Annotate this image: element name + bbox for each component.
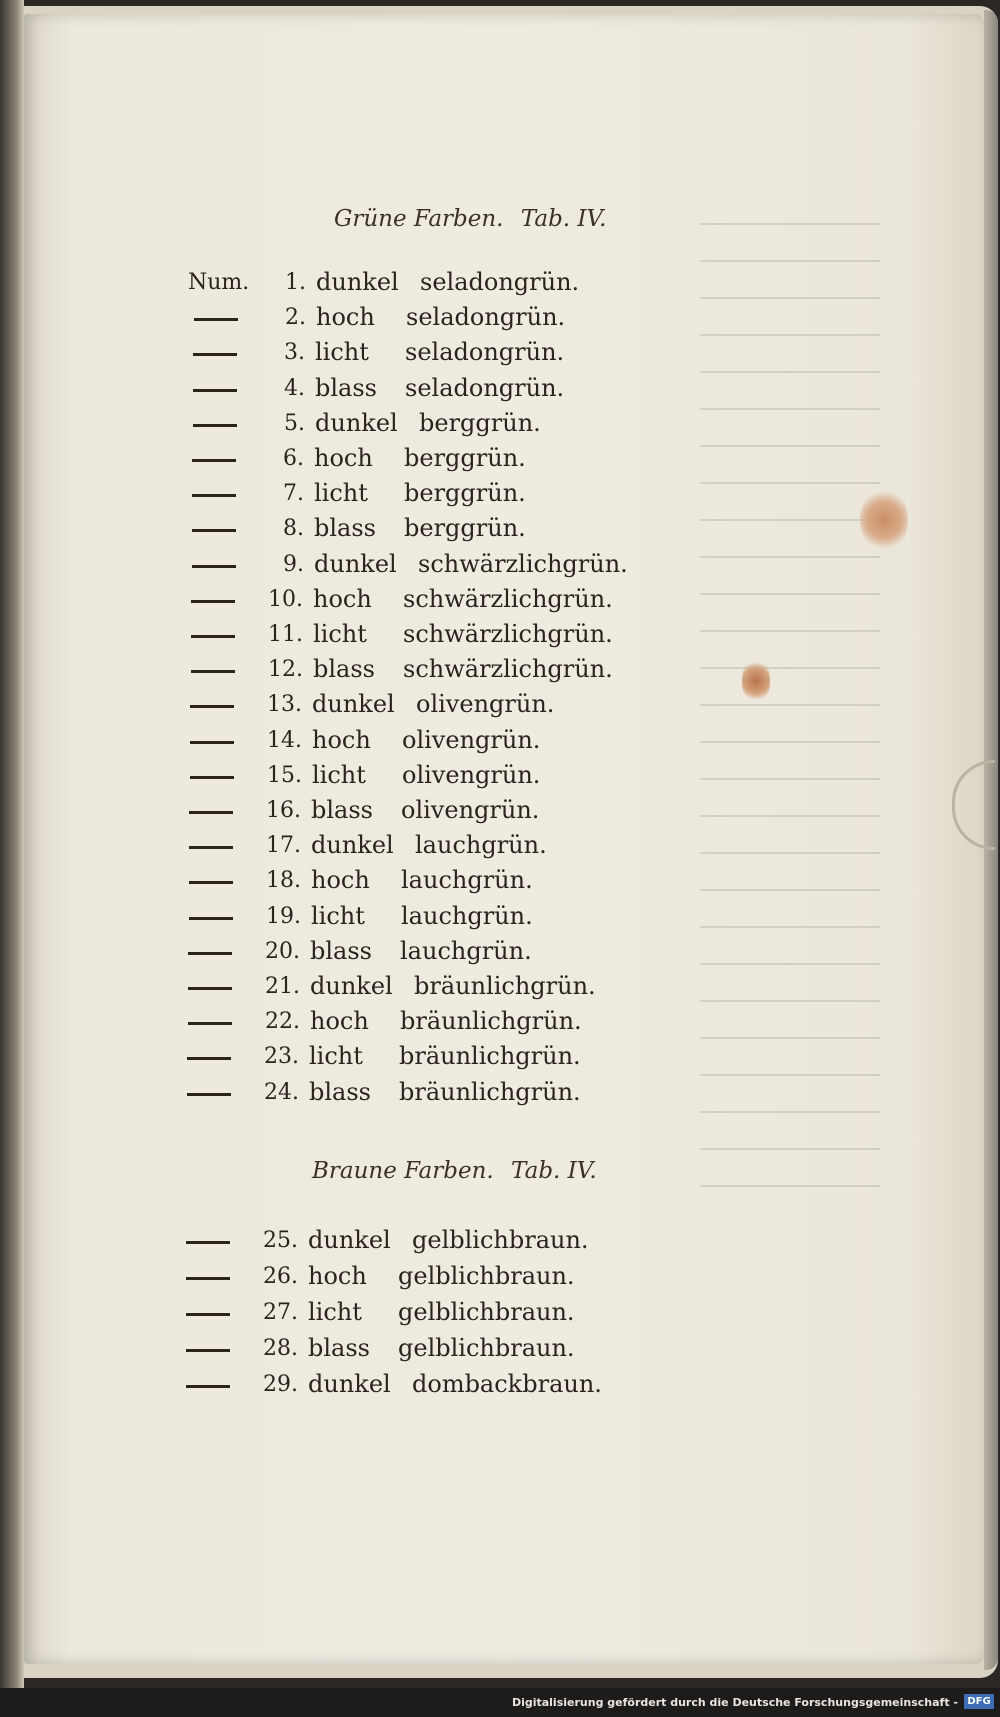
color-name: berggrün. (419, 408, 541, 437)
shade-term: dunkel (312, 690, 395, 719)
shade-term: blass (314, 514, 376, 543)
num-prefix: Num. (188, 270, 250, 295)
color-name: seladongrün. (420, 268, 580, 296)
shade-term: licht (315, 338, 369, 367)
color-name: schwärzlichgrün. (418, 549, 628, 578)
color-name: bräunlichgrün. (414, 972, 596, 1000)
shade-term: dunkel (310, 972, 393, 1000)
shade-term: licht (313, 620, 367, 648)
ditto-dash (186, 1277, 230, 1280)
entry-number: 8. (283, 516, 304, 542)
ditto-dash (192, 529, 236, 532)
entry-number: 25. (263, 1228, 298, 1253)
ditto-dash (192, 494, 236, 497)
ditto-dash (186, 1313, 230, 1316)
color-name: schwärzlichgrün. (403, 620, 613, 648)
heading-title: Braune Farben. (312, 1158, 494, 1184)
entry-number: 17. (266, 833, 301, 859)
ditto-dash (187, 1057, 231, 1060)
color-name: bräunlichgrün. (399, 1077, 581, 1106)
entry-number: 13. (267, 692, 302, 718)
entry-number: 18. (266, 868, 301, 894)
color-name: seladongrün. (406, 303, 566, 332)
shade-term: licht (311, 901, 365, 930)
shade-term: hoch (308, 1262, 367, 1290)
ditto-dash (188, 987, 232, 990)
book-spine (0, 0, 24, 1717)
entry-number: 14. (267, 727, 302, 753)
funding-notice: Digitalisierung gefördert durch die Deutsche Forschungsgemeinschaft - (511, 1696, 958, 1709)
color-name: gelblichbraun. (398, 1262, 575, 1290)
ditto-dash (186, 1241, 230, 1244)
shade-term: dunkel (308, 1370, 391, 1398)
ditto-dash (190, 776, 234, 779)
shade-term: dunkel (314, 549, 397, 578)
ditto-dash (193, 353, 237, 356)
entry-number: 29. (263, 1372, 298, 1397)
ditto-dash (186, 1385, 230, 1388)
section-heading-brown (312, 1158, 607, 1184)
ditto-dash (193, 389, 237, 392)
color-name: gelblichbraun. (398, 1334, 575, 1362)
bleed-through (700, 190, 920, 1150)
ditto-dash (191, 670, 235, 673)
entry-number: 6. (283, 446, 304, 471)
color-name: lauchgrün. (400, 936, 532, 965)
entry-number: 16. (266, 798, 301, 823)
shade-term: hoch (316, 303, 375, 332)
shade-term: licht (308, 1298, 362, 1326)
ditto-dash (189, 917, 233, 920)
ditto-dash (194, 318, 238, 321)
ditto-dash (186, 1349, 230, 1352)
shade-term: dunkel (311, 831, 394, 860)
entry-number: 24. (264, 1079, 299, 1105)
ditto-dash (191, 600, 235, 603)
color-name: lauchgrün. (415, 831, 547, 860)
ditto-dash (192, 459, 236, 462)
dfg-logo: DFG (964, 1694, 994, 1709)
entry-number: 27. (263, 1300, 298, 1325)
shade-term: hoch (313, 584, 372, 613)
color-name: lauchgrün. (401, 901, 533, 930)
entry-number: 23. (264, 1044, 299, 1070)
entry-number: 2. (285, 305, 306, 331)
entry-number: 28. (263, 1336, 298, 1361)
color-name: schwärzlichgrün. (403, 584, 613, 613)
color-name: seladongrün. (405, 373, 565, 402)
entry-number: 12. (268, 657, 303, 683)
ditto-dash (192, 565, 236, 568)
section-heading-green (334, 206, 616, 232)
color-name: olivengrün. (402, 725, 541, 754)
foxing-stain (860, 488, 908, 552)
color-name: berggrün. (404, 444, 526, 472)
entry-number: 26. (263, 1264, 298, 1289)
foxing-stain (742, 660, 770, 702)
shade-term: hoch (310, 1007, 369, 1036)
color-name: dombackbraun. (412, 1370, 602, 1398)
shade-term: blass (308, 1334, 370, 1362)
shade-term: licht (312, 760, 366, 789)
heading-table-ref: Tab. IV. (511, 1158, 597, 1184)
color-name: seladongrün. (405, 338, 565, 367)
shade-term: blass (310, 936, 372, 965)
entry-number: 5. (284, 410, 305, 436)
shade-term: hoch (314, 444, 373, 472)
ditto-dash (188, 1022, 232, 1025)
entry-number: 7. (283, 481, 304, 507)
shade-term: dunkel (308, 1226, 391, 1254)
ditto-dash (189, 881, 233, 884)
ditto-dash (193, 424, 237, 427)
shade-term: dunkel (316, 268, 399, 296)
color-name: olivengrün. (402, 760, 541, 789)
entry-number: 22. (265, 1009, 300, 1035)
entry-number: 15. (267, 762, 302, 788)
heading-title: Grüne Farben. (334, 206, 504, 232)
color-name: olivengrün. (416, 690, 555, 719)
ditto-dash (188, 952, 232, 955)
shade-term: licht (314, 479, 368, 508)
shade-term: blass (311, 796, 373, 824)
shade-term: hoch (311, 866, 370, 895)
entry-number: 4. (284, 375, 305, 401)
color-name: gelblichbraun. (412, 1226, 589, 1254)
shade-term: hoch (312, 725, 371, 754)
color-name: bräunlichgrün. (399, 1042, 581, 1071)
ditto-dash (189, 846, 233, 849)
color-name: gelblichbraun. (398, 1298, 575, 1326)
color-name: schwärzlichgrün. (403, 655, 613, 684)
shade-term: blass (313, 655, 375, 684)
shade-term: licht (309, 1042, 363, 1071)
color-name: berggrün. (404, 479, 526, 508)
shade-term: blass (309, 1077, 371, 1106)
entry-number: 3. (284, 340, 305, 366)
shade-term: blass (315, 373, 377, 402)
color-name: berggrün. (404, 514, 526, 543)
entry-number: 21. (265, 974, 300, 999)
ditto-dash (191, 635, 235, 638)
color-name: bräunlichgrün. (400, 1007, 582, 1036)
color-name: lauchgrün. (401, 866, 533, 895)
color-name: olivengrün. (401, 796, 540, 824)
entry-number: 9. (283, 551, 304, 577)
heading-table-ref: Tab. IV. (520, 206, 607, 232)
entry-number: 20. (265, 938, 300, 964)
shade-term: dunkel (315, 408, 398, 437)
entry-number: 1. (285, 270, 306, 295)
entry-number: 10. (268, 586, 303, 612)
ditto-dash (189, 811, 233, 814)
entry-number: 19. (266, 903, 301, 929)
ditto-dash (190, 705, 234, 708)
entry-number: 11. (268, 622, 303, 647)
ditto-dash (190, 741, 234, 744)
ditto-dash (187, 1093, 231, 1096)
